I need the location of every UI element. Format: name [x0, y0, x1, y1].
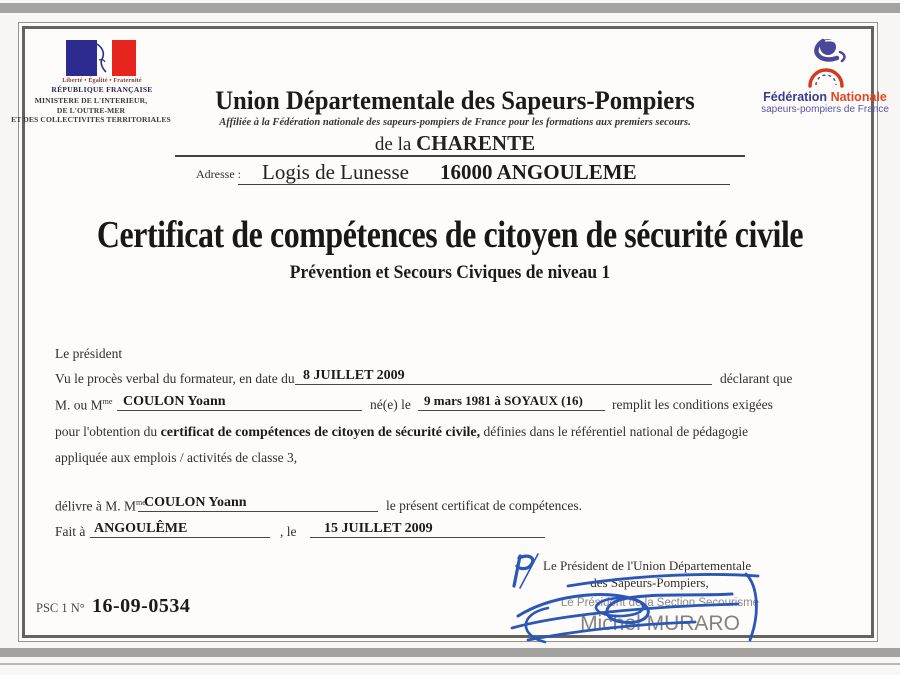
department-prefix: de la	[374, 134, 412, 155]
birth-value: 9 mars 1981 à SOYAUX (16)	[424, 393, 583, 408]
flag-red-block	[112, 40, 136, 76]
handwritten-signature-ink	[500, 550, 790, 652]
line6-place-fill	[90, 519, 270, 538]
line3-pre: pour l'obtention du	[55, 424, 161, 439]
federation-name-part2: Nationale	[830, 90, 887, 104]
line1-pre: Vu le procès verbal du formateur, en date du	[55, 371, 295, 386]
line3-post: définies dans le référentiel national de pédagogie	[480, 424, 749, 439]
address-street: Logis de Lunesse	[262, 160, 409, 184]
training-date-value: 8 JUILLET 2009	[303, 368, 405, 383]
scan-band-top	[0, 3, 900, 13]
psc-number-value: 16-09-0534	[92, 595, 191, 617]
federation-name	[745, 90, 900, 104]
certificate-sub-title: Prévention et Secours Civiques de niveau 1	[289, 262, 611, 283]
issue-date-value: 15 JUILLET 2009	[324, 521, 433, 536]
stamp-title: Le Président de la Section Secourisme	[560, 597, 760, 609]
ministry-line-2: DE L'OUTRE-MER	[56, 105, 126, 115]
line1-fill	[295, 366, 712, 385]
line2-mid: né(e) le	[370, 397, 411, 412]
address-label: Adresse :	[196, 167, 241, 181]
address-city: 16000 ANGOULEME	[440, 160, 637, 184]
ministry-line-3: ET DES COLLECTIVITES TERRITORIALES	[11, 115, 171, 124]
place-value: ANGOULÊME	[94, 521, 188, 536]
department-underline	[175, 155, 745, 157]
department-line	[170, 131, 740, 156]
federation-nationale-icon	[795, 36, 857, 90]
stamp-name: Michel MURARO	[580, 612, 740, 635]
delivered-name-value: COULON Yoann	[144, 495, 247, 510]
line2-pre: M. ou $M^{me}$	[55, 397, 113, 413]
line4: appliquée aux emplois / activités de classe 3,	[55, 450, 298, 465]
ministry-line-1: MINISTERE DE L'INTERIEUR,	[34, 96, 148, 105]
department-name: CHARENTE	[416, 131, 536, 155]
affiliation-line: Affiliée à la Fédération nationale des sapeurs-pompiers de France pour les formations aux premiers secours.	[219, 117, 691, 128]
address-underline	[238, 184, 730, 185]
line6-pre: Fait à	[55, 524, 86, 539]
line5-name-fill	[135, 493, 378, 512]
line3	[55, 424, 748, 441]
republique-francaise-label: RÉPUBLIQUE FRANÇAISE	[51, 85, 153, 94]
signatory-title-line1: Le Président de l'Union Départementale	[543, 558, 752, 573]
line5-pre: délivre à M. $M^{me}$	[55, 498, 146, 514]
line5-post: le présent certificat de compétences.	[386, 498, 583, 513]
line2-birth-fill	[418, 392, 605, 411]
line6-date-fill	[310, 519, 545, 538]
signatory-title-line2: des Sapeurs-Pompiers,	[590, 575, 709, 590]
president-line: Le président	[55, 346, 123, 361]
french-flag-icon	[66, 40, 136, 76]
line1-post: déclarant que	[720, 371, 793, 386]
certificate-main-title: Certificat de compétences de citoyen de sécurité civile	[96, 214, 804, 256]
marianne-profile-icon	[93, 42, 111, 74]
line2-name-fill	[117, 392, 362, 411]
mme-superscript: me	[102, 397, 113, 406]
line6-mid: , le	[280, 524, 297, 539]
mme-superscript-2: me	[135, 498, 146, 507]
psc-number-label: PSC 1 N°	[36, 601, 85, 615]
federation-subtitle: sapeurs-pompiers de France	[761, 104, 889, 115]
line3-bold: certificat de compétences de citoyen de sécurité civile,	[160, 425, 481, 440]
holder-name-value: COULON Yoann	[123, 394, 226, 409]
republic-motto: Liberté • Égalité • Fraternité	[62, 78, 142, 84]
union-departementale-title: Union Départementale des Sapeurs-Pompiers	[215, 86, 695, 115]
line2-post: remplit les conditions exigées	[612, 397, 773, 412]
federation-name-part1: Fédération	[763, 90, 828, 104]
scan-line-bottom	[0, 663, 900, 665]
